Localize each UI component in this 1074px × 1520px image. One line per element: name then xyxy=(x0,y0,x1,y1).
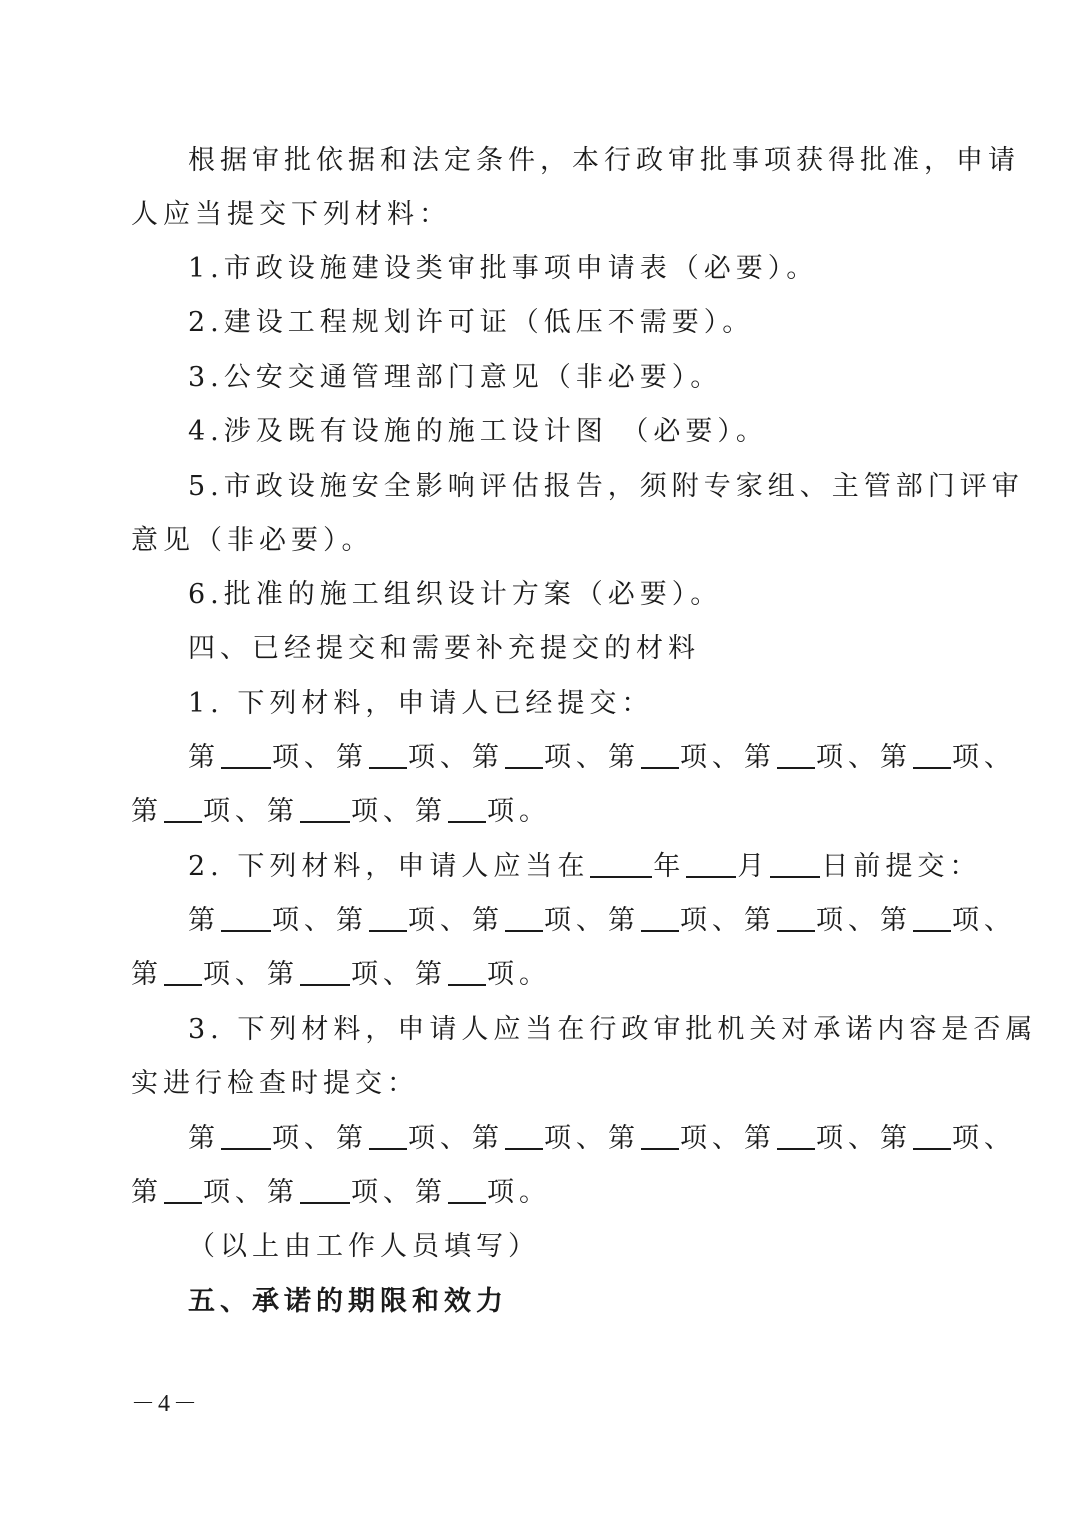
item-word-xiang: 项 xyxy=(487,959,519,990)
item-word-xiang: 项 xyxy=(952,905,984,936)
submitted-fill-row-2 xyxy=(131,794,551,830)
item-word-xiang: 项 xyxy=(952,1123,984,1154)
item-word-xiang: 项 xyxy=(816,742,848,773)
item-number-blank[interactable] xyxy=(505,743,543,769)
item-word-di: 第 xyxy=(188,1123,220,1154)
separator: 、 xyxy=(304,1123,336,1154)
separator: 、 xyxy=(848,905,880,936)
page-number: －4－ xyxy=(131,1391,200,1417)
item-word-di: 第 xyxy=(336,905,368,936)
item-word-xiang: 项 xyxy=(203,796,235,827)
item-word-xiang: 项 xyxy=(487,796,519,827)
separator: 、 xyxy=(984,905,1016,936)
item-word-xiang: 项 xyxy=(544,742,576,773)
separator: 、 xyxy=(576,742,608,773)
inspection-item-line-1: 3. 下列材料，申请人应当在行政审批机关对承诺内容是否属 xyxy=(188,1014,1038,1045)
year-label: 年 xyxy=(653,851,686,882)
item-word-di: 第 xyxy=(608,905,640,936)
item-number-blank[interactable] xyxy=(164,797,202,823)
item-word-di: 第 xyxy=(336,1123,368,1154)
item-number-blank[interactable] xyxy=(369,743,407,769)
item-number-blank[interactable] xyxy=(221,1124,271,1150)
item-word-di: 第 xyxy=(880,1123,912,1154)
section-4-heading: 四、已经提交和需要补充提交的材料 xyxy=(188,633,700,664)
deadline-prefix: 2. 下列材料，申请人应当在 xyxy=(188,851,590,882)
separator: 、 xyxy=(440,905,472,936)
separator: 、 xyxy=(383,796,415,827)
month-label: 月 xyxy=(737,851,770,882)
separator: 、 xyxy=(235,1177,267,1208)
deadline-fill-row-1 xyxy=(188,903,1016,939)
item-word-di: 第 xyxy=(415,1177,447,1208)
item-number-blank[interactable] xyxy=(221,906,271,932)
item-number-blank[interactable] xyxy=(448,960,486,986)
item-word-di: 第 xyxy=(880,742,912,773)
row-end-mark: 。 xyxy=(519,796,551,827)
item-word-di: 第 xyxy=(131,959,163,990)
item-number-blank[interactable] xyxy=(777,743,815,769)
separator: 、 xyxy=(712,742,744,773)
item-number-blank[interactable] xyxy=(164,960,202,986)
inspection-item-line-2: 实进行检查时提交： xyxy=(131,1068,419,1099)
item-number-blank[interactable] xyxy=(505,906,543,932)
item-word-di: 第 xyxy=(267,959,299,990)
item-number-blank[interactable] xyxy=(505,1124,543,1150)
item-word-di: 第 xyxy=(131,796,163,827)
material-item-3: 3.公安交通管理部门意见（非必要）。 xyxy=(188,362,723,393)
item-word-xiang: 项 xyxy=(272,742,304,773)
separator: 、 xyxy=(848,1123,880,1154)
item-word-di: 第 xyxy=(472,905,504,936)
intro-line-1: 根据审批依据和法定条件，本行政审批事项获得批准，申请 xyxy=(188,145,1020,176)
material-item-4: 4.涉及既有设施的施工设计图 （必要）。 xyxy=(188,416,768,447)
separator: 、 xyxy=(235,959,267,990)
item-word-di: 第 xyxy=(880,905,912,936)
item-number-blank[interactable] xyxy=(221,743,271,769)
item-word-xiang: 项 xyxy=(408,742,440,773)
item-word-di: 第 xyxy=(188,742,220,773)
item-word-di: 第 xyxy=(608,742,640,773)
staff-fill-note: （以上由工作人员填写） xyxy=(188,1231,540,1262)
item-number-blank[interactable] xyxy=(164,1178,202,1204)
separator: 、 xyxy=(383,959,415,990)
item-word-xiang: 项 xyxy=(680,905,712,936)
separator: 、 xyxy=(712,1123,744,1154)
item-word-di: 第 xyxy=(188,905,220,936)
separator: 、 xyxy=(304,742,336,773)
submitted-item-heading: 1. 下列材料，申请人已经提交： xyxy=(188,688,654,719)
item-number-blank[interactable] xyxy=(369,906,407,932)
month-blank[interactable] xyxy=(686,852,736,878)
item-word-di: 第 xyxy=(131,1177,163,1208)
item-word-xiang: 项 xyxy=(408,905,440,936)
separator: 、 xyxy=(576,1123,608,1154)
material-item-2: 2.建设工程规划许可证（低压不需要）。 xyxy=(188,307,755,338)
item-number-blank[interactable] xyxy=(777,906,815,932)
material-item-6: 6.批准的施工组织设计方案（必要）。 xyxy=(188,579,723,610)
item-word-xiang: 项 xyxy=(351,796,383,827)
item-number-blank[interactable] xyxy=(641,906,679,932)
item-word-di: 第 xyxy=(267,796,299,827)
material-item-5-line-2: 意见（非必要）。 xyxy=(131,525,374,556)
separator: 、 xyxy=(984,742,1016,773)
item-word-di: 第 xyxy=(267,1177,299,1208)
item-number-blank[interactable] xyxy=(448,797,486,823)
item-word-di: 第 xyxy=(415,796,447,827)
item-number-blank[interactable] xyxy=(300,1178,350,1204)
item-word-di: 第 xyxy=(608,1123,640,1154)
year-blank[interactable] xyxy=(590,852,652,878)
item-word-xiang: 项 xyxy=(351,1177,383,1208)
deadline-fill-row-2 xyxy=(131,957,551,993)
separator: 、 xyxy=(304,905,336,936)
item-word-di: 第 xyxy=(472,1123,504,1154)
item-word-xiang: 项 xyxy=(487,1177,519,1208)
item-number-blank[interactable] xyxy=(448,1178,486,1204)
item-word-xiang: 项 xyxy=(544,1123,576,1154)
intro-line-2: 人应当提交下列材料： xyxy=(131,199,451,230)
item-number-blank[interactable] xyxy=(641,1124,679,1150)
row-end-mark: 。 xyxy=(519,1177,551,1208)
item-word-di: 第 xyxy=(472,742,504,773)
separator: 、 xyxy=(440,742,472,773)
day-suffix: 日前提交： xyxy=(821,851,982,882)
separator: 、 xyxy=(576,905,608,936)
item-word-di: 第 xyxy=(744,905,776,936)
separator: 、 xyxy=(984,1123,1016,1154)
item-number-blank[interactable] xyxy=(300,960,350,986)
item-word-di: 第 xyxy=(744,1123,776,1154)
item-number-blank[interactable] xyxy=(641,743,679,769)
section-5-heading: 五、承诺的期限和效力 xyxy=(188,1286,508,1317)
separator: 、 xyxy=(712,905,744,936)
separator: 、 xyxy=(848,742,880,773)
item-word-di: 第 xyxy=(336,742,368,773)
item-word-xiang: 项 xyxy=(816,1123,848,1154)
item-word-xiang: 项 xyxy=(680,1123,712,1154)
deadline-item-heading xyxy=(188,849,981,885)
row-end-mark: 。 xyxy=(519,959,551,990)
item-number-blank[interactable] xyxy=(300,797,350,823)
item-word-xiang: 项 xyxy=(816,905,848,936)
item-word-xiang: 项 xyxy=(272,905,304,936)
material-item-5-line-1: 5.市政设施安全影响评估报告，须附专家组、主管部门评审 xyxy=(188,471,1024,502)
item-number-blank[interactable] xyxy=(913,906,951,932)
item-word-di: 第 xyxy=(415,959,447,990)
item-word-xiang: 项 xyxy=(544,905,576,936)
item-word-xiang: 项 xyxy=(680,742,712,773)
item-word-xiang: 项 xyxy=(203,1177,235,1208)
item-word-xiang: 项 xyxy=(952,742,984,773)
day-blank[interactable] xyxy=(770,852,820,878)
inspection-fill-row-1 xyxy=(188,1121,1016,1157)
submitted-fill-row-1 xyxy=(188,740,1016,776)
inspection-fill-row-2 xyxy=(131,1175,551,1211)
item-number-blank[interactable] xyxy=(369,1124,407,1150)
item-word-xiang: 项 xyxy=(272,1123,304,1154)
material-item-1: 1.市政设施建设类审批事项申请表（必要）。 xyxy=(188,253,819,284)
item-number-blank[interactable] xyxy=(777,1124,815,1150)
item-number-blank[interactable] xyxy=(913,743,951,769)
item-word-xiang: 项 xyxy=(203,959,235,990)
item-word-di: 第 xyxy=(744,742,776,773)
separator: 、 xyxy=(235,796,267,827)
separator: 、 xyxy=(383,1177,415,1208)
item-word-xiang: 项 xyxy=(351,959,383,990)
item-word-xiang: 项 xyxy=(408,1123,440,1154)
item-number-blank[interactable] xyxy=(913,1124,951,1150)
separator: 、 xyxy=(440,1123,472,1154)
